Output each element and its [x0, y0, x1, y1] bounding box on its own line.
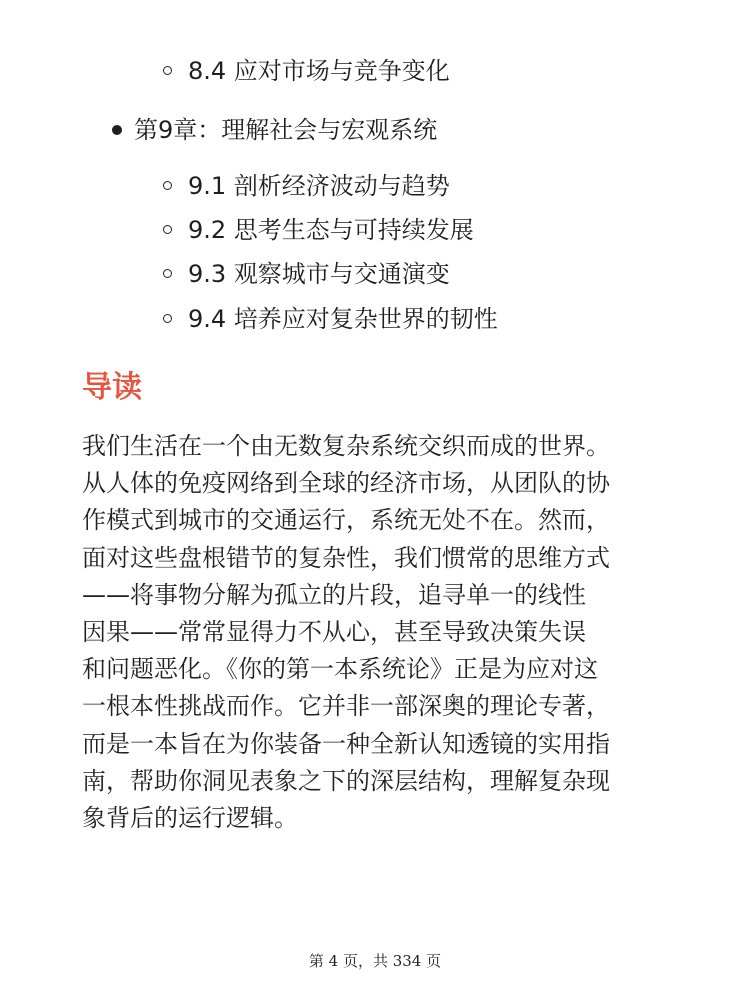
paragraph-line: ——将事物分解为孤立的片段，追寻单一的线性: [82, 580, 586, 609]
paragraph-line: 面对这些盘根错节的复杂性，我们惯常的思维方式: [82, 543, 610, 572]
section-heading: 导读: [82, 370, 142, 405]
paragraph-line: 象背后的运行逻辑。: [82, 803, 298, 832]
paragraph-line: 和问题恶化。《你的第一本系统论》正是为应对这: [82, 655, 598, 684]
section-paragraph: [82, 428, 672, 837]
paragraph-line: 作模式到城市的交通运行，系统无处不在。然而，: [82, 506, 610, 535]
page-number-footer: 第 4 页，共 334 页: [308, 952, 442, 970]
paragraph-line: 南，帮助你洞见表象之下的深层结构，理解复杂现: [82, 766, 610, 795]
hollow-circle-bullet-icon: [163, 314, 172, 323]
filled-disc-bullet-icon: [112, 125, 122, 135]
toc-item-9-4: 9.4 培养应对复杂世界的韧性: [188, 305, 498, 333]
hollow-circle-bullet-icon: [163, 225, 172, 234]
toc-item-9-3: 9.3 观察城市与交通演变: [188, 260, 450, 288]
hollow-circle-bullet-icon: [163, 181, 172, 190]
paragraph-line: 我们生活在一个由无数复杂系统交织而成的世界。: [82, 432, 610, 460]
paragraph-line: 一根本性挑战而作。它并非一部深奥的理论专著，: [82, 692, 610, 721]
toc-item-9-1: 9.1 剖析经济波动与趋势: [188, 172, 450, 200]
paragraph-line: 而是一本旨在为你装备一种全新认知透镜的实用指: [82, 729, 610, 758]
hollow-circle-bullet-icon: [163, 66, 172, 75]
paragraph-line: 从人体的免疫网络到全球的经济市场，从团队的协: [82, 469, 610, 498]
toc-item-9-2: 9.2 思考生态与可持续发展: [188, 216, 474, 244]
paragraph-line: 因果——常常显得力不从心，甚至导致决策失误: [82, 617, 586, 646]
toc-item-8-4: 8.4 应对市场与竞争变化: [188, 57, 450, 85]
toc-item-chapter-9: 第9章：理解社会与宏观系统: [134, 116, 438, 144]
hollow-circle-bullet-icon: [163, 269, 172, 278]
